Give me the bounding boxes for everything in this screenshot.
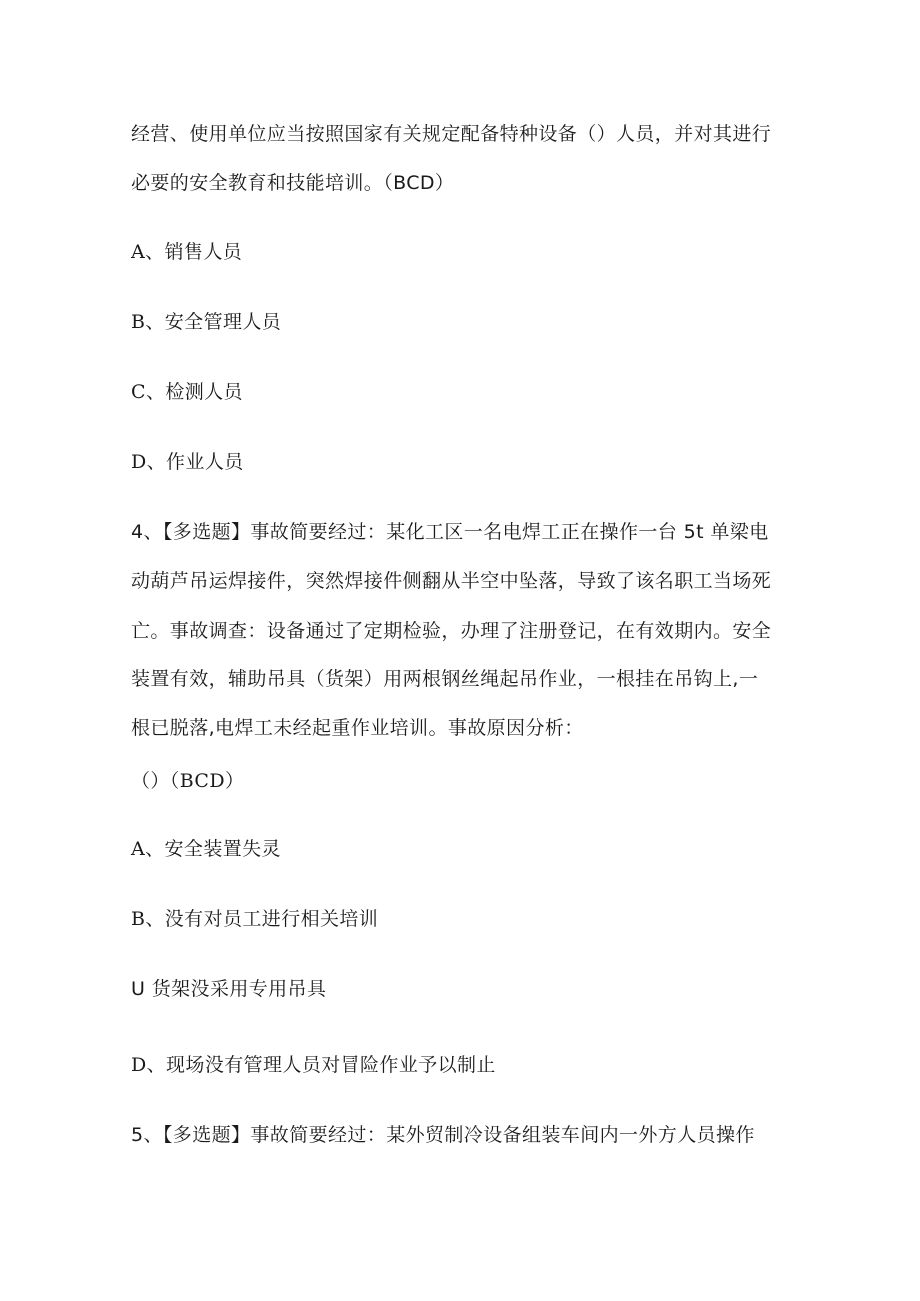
q4-stem-line-3: 亡。事故调查：设备通过了定期检验，办理了注册登记，在有效期内。安全 [131, 620, 772, 642]
q4-answer-line: （）（BCD） [131, 770, 245, 792]
q3-option-a: A、销售人员 [131, 241, 243, 263]
q4-option-a: A、安全装置失灵 [131, 838, 281, 860]
q3-option-b: B、安全管理人员 [131, 311, 282, 333]
q4-option-c: U 货架没采用专用吊具 [131, 978, 327, 1000]
q5-stem-line-1: 5、【多选题】事故简要经过：某外贸制冷设备组装车间内一外方人员操作 [131, 1124, 755, 1146]
q4-stem-line-4: 装置有效，辅助吊具（货架）用两根钢丝绳起吊作业，一根挂在吊钩上,一 [131, 668, 759, 690]
q4-stem-line-1: 4、【多选题】事故简要经过：某化工区一名电焊工正在操作一台 5t 单梁电 [131, 521, 769, 543]
q4-option-d: D、现场没有管理人员对冒险作业予以制止 [131, 1054, 496, 1076]
q4-stem-line-2: 动葫芦吊运焊接件，突然焊接件侧翻从半空中坠落，导致了该名职工当场死 [131, 570, 772, 592]
q3-option-d: D、作业人员 [131, 451, 244, 473]
q3-stem-line-2: 必要的安全教育和技能培训。（BCD） [131, 172, 455, 194]
q4-stem-line-5: 根已脱落,电焊工未经起重作业培训。事故原因分析： [131, 717, 584, 739]
q3-option-c: C、检测人员 [131, 381, 243, 403]
q4-option-b: B、没有对员工进行相关培训 [131, 908, 379, 930]
q3-stem-line-1: 经营、使用单位应当按照国家有关规定配备特种设备（）人员，并对其进行 [131, 123, 772, 145]
